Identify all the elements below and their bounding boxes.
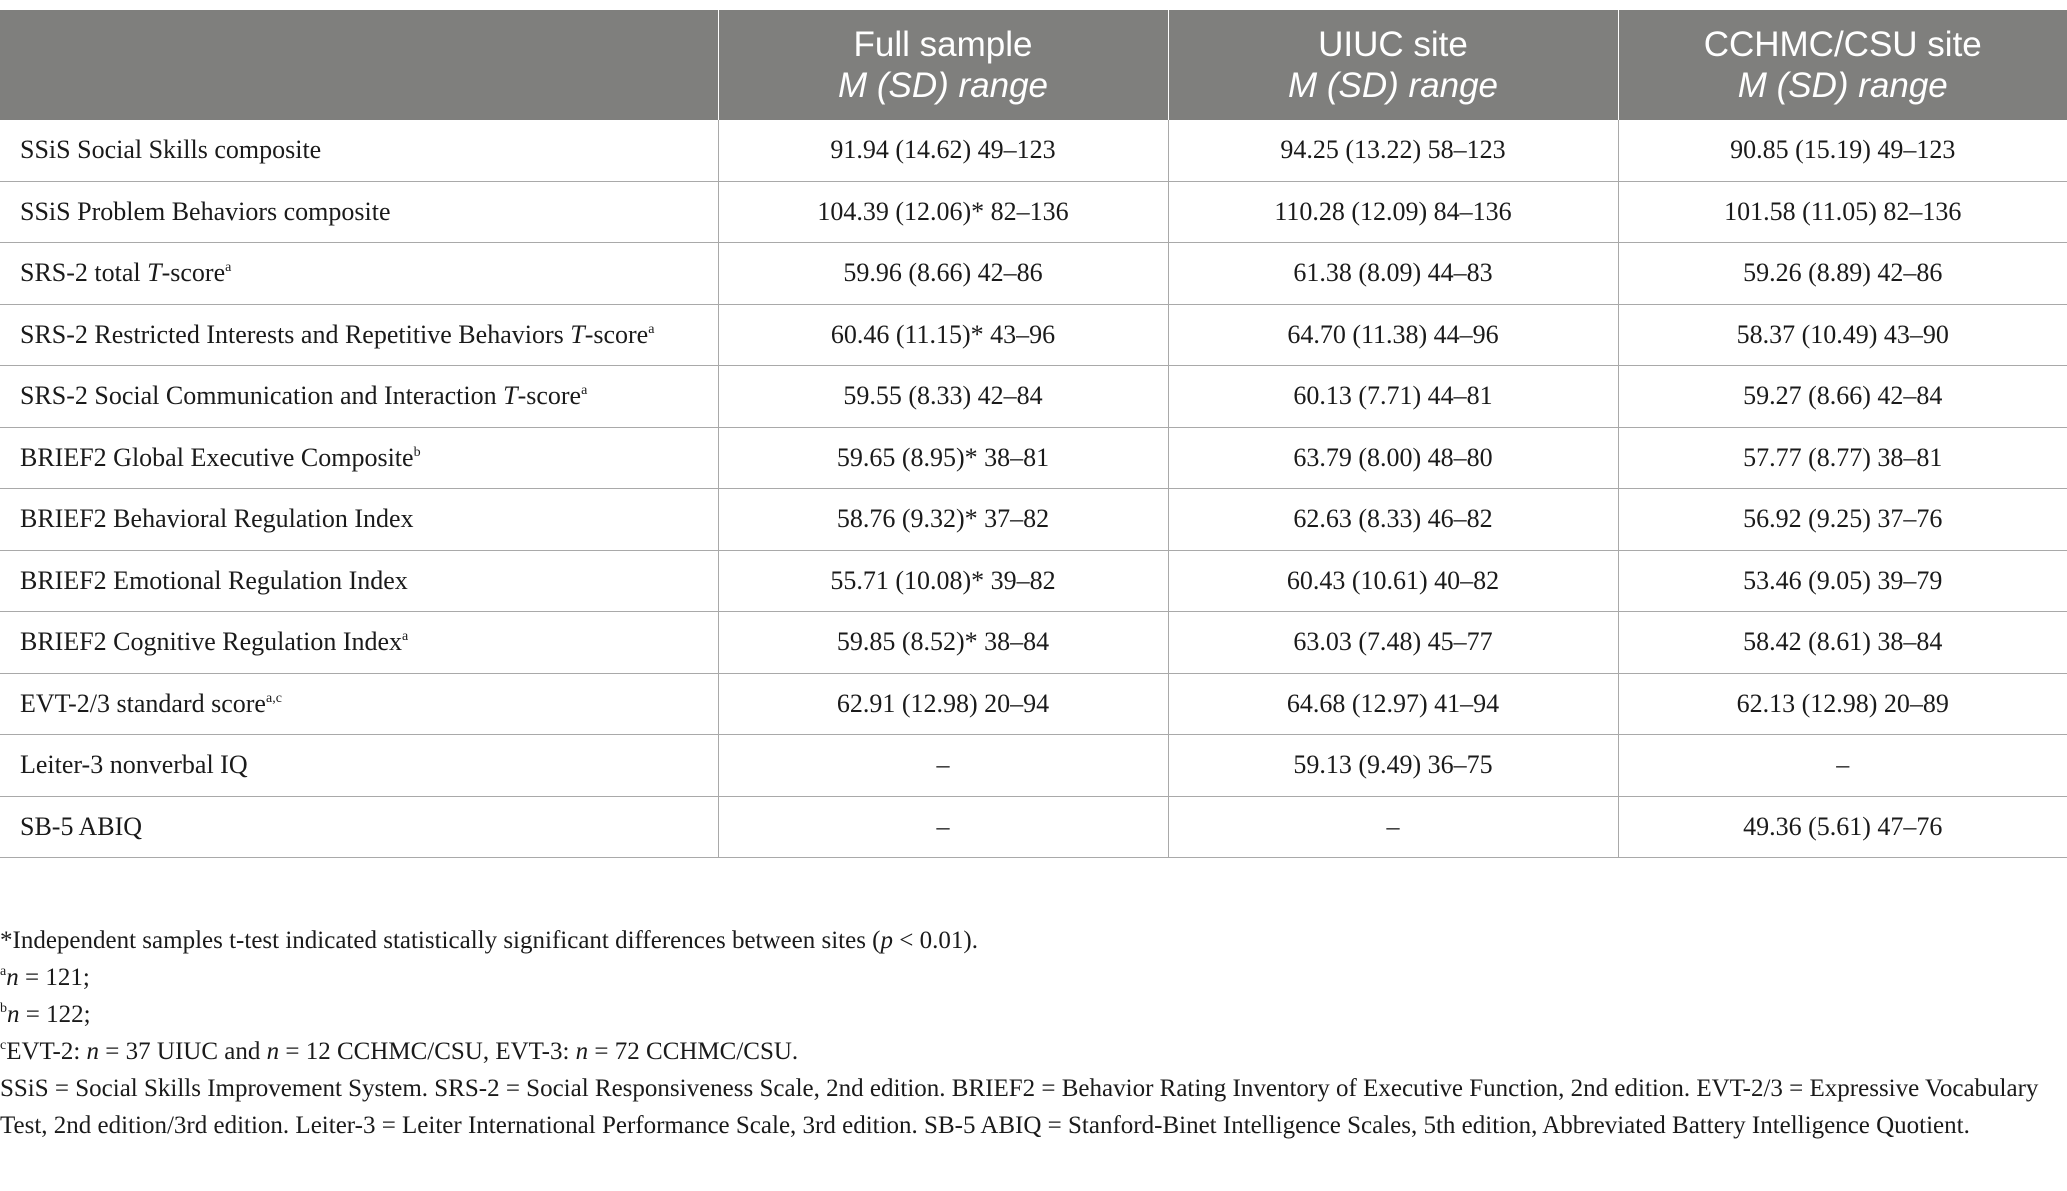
table-row [0,181,2067,243]
row-label: EVT-2/3 standard score$^{a,c}$ [0,673,718,735]
value-cell: 59.96 (8.66) 42–86 [718,243,1168,305]
header-subtitle: M (SD) range [837,66,1049,105]
footnote-a: $^a$n = 121; [0,964,90,991]
value-cell: 110.28 (12.09) 84–136 [1168,181,1618,243]
value-cell: 104.39 (12.06)* 82–136 [718,181,1168,243]
value-cell: 64.68 (12.97) 41–94 [1168,673,1618,735]
value-cell: 59.26 (8.89) 42–86 [1618,243,2067,305]
value-cell: 57.77 (8.77) 38–81 [1618,427,2067,489]
header-cell-full-sample [718,10,1168,120]
value-cell: 91.94 (14.62) 49–123 [718,120,1168,181]
header-title: Full sample [853,25,1033,64]
table-row [0,304,2067,366]
value-cell: 53.46 (9.05) 39–79 [1618,550,2067,612]
header-cell-cchmc [1618,10,2067,120]
table-row [0,120,2067,181]
header-cell-uiuc [1168,10,1618,120]
row-label: BRIEF2 Cognitive Regulation Index$^a$ [0,612,718,674]
table-row [0,550,2067,612]
value-cell: 56.92 (9.25) 37–76 [1618,489,2067,551]
value-cell: 59.65 (8.95)* 38–81 [718,427,1168,489]
value-cell: 63.03 (7.48) 45–77 [1168,612,1618,674]
row-label: SRS-2 Restricted Interests and Repetitive Behaviors T-score$^a$ [0,304,718,366]
value-cell: 58.37 (10.49) 43–90 [1618,304,2067,366]
value-cell: 58.42 (8.61) 38–84 [1618,612,2067,674]
value-cell: 60.46 (11.15)* 43–96 [718,304,1168,366]
row-label: BRIEF2 Behavioral Regulation Index [0,489,718,551]
row-label: SSiS Problem Behaviors composite [0,181,718,243]
value-cell: 64.70 (11.38) 44–96 [1168,304,1618,366]
value-cell: 94.25 (13.22) 58–123 [1168,120,1618,181]
table-row [0,796,2067,858]
table-row [0,612,2067,674]
value-cell: 59.55 (8.33) 42–84 [718,366,1168,428]
table-row [0,427,2067,489]
value-cell: 62.63 (8.33) 46–82 [1168,489,1618,551]
table-row [0,735,2067,797]
footnote-c: $^c$EVT-2: n = 37 UIUC and n = 12 CCHMC/CSU, EVT-3: n = 72 CCHMC/CSU. [0,1038,799,1065]
row-label: BRIEF2 Global Executive Composite$^b$ [0,427,718,489]
value-cell: 58.76 (9.32)* 37–82 [718,489,1168,551]
value-cell: 63.79 (8.00) 48–80 [1168,427,1618,489]
header-subtitle: M (SD) range [1737,66,1948,105]
header-row [0,10,2067,120]
table-row [0,243,2067,305]
value-cell: 90.85 (15.19) 49–123 [1618,120,2067,181]
value-cell: 62.13 (12.98) 20–89 [1618,673,2067,735]
value-cell: – [1168,796,1618,858]
table-body [0,120,2067,858]
row-label: SRS-2 Social Communication and Interaction T-score$^a$ [0,366,718,428]
row-label: SB-5 ABIQ [0,796,718,858]
descriptives-table [0,10,2067,858]
row-label: SRS-2 total T-score$^a$ [0,243,718,305]
value-cell: 59.85 (8.52)* 38–84 [718,612,1168,674]
value-cell: 55.71 (10.08)* 39–82 [718,550,1168,612]
significance-note: *Independent samples t-test indicated statistically significant differences between sites (p < 0.01). [0,927,978,954]
abbreviations-note: SSiS = Social Skills Improvement System. SRS-2 = Social Responsiveness Scale, 2nd edition. BRIEF2 = Behavior Rating Inventory of Executive Function, 2nd edition. EVT-2/3 = Expressive Vocabulary Test, 2nd edition/3rd edition. Leiter-3 = Leiter International Performance Scale, 3rd edition. SB-5 ABIQ = Stanford-Binet Intelligence Scales, 5th edition, Abbreviated Battery Intelligence Quotient. [0,1075,2039,1139]
row-label: SSiS Social Skills composite [0,120,718,181]
value-cell: 62.91 (12.98) 20–94 [718,673,1168,735]
header-subtitle: M (SD) range [1287,66,1499,105]
value-cell: – [1618,735,2067,797]
value-cell: – [718,796,1168,858]
table-row [0,489,2067,551]
row-label: Leiter-3 nonverbal IQ [0,735,718,797]
value-cell: 49.36 (5.61) 47–76 [1618,796,2067,858]
value-cell: 59.13 (9.49) 36–75 [1168,735,1618,797]
value-cell: 101.58 (11.05) 82–136 [1618,181,2067,243]
value-cell: 60.43 (10.61) 40–82 [1168,550,1618,612]
table-row [0,366,2067,428]
table-footnotes [0,922,2060,1144]
header-title: UIUC site [1318,25,1468,64]
header-cell-label [0,10,718,120]
table-row [0,673,2067,735]
value-cell: – [718,735,1168,797]
row-label: BRIEF2 Emotional Regulation Index [0,550,718,612]
value-cell: 60.13 (7.71) 44–81 [1168,366,1618,428]
value-cell: 61.38 (8.09) 44–83 [1168,243,1618,305]
header-title: CCHMC/CSU site [1703,25,1982,64]
footnote-b: $^b$n = 122; [0,1001,91,1028]
value-cell: 59.27 (8.66) 42–84 [1618,366,2067,428]
